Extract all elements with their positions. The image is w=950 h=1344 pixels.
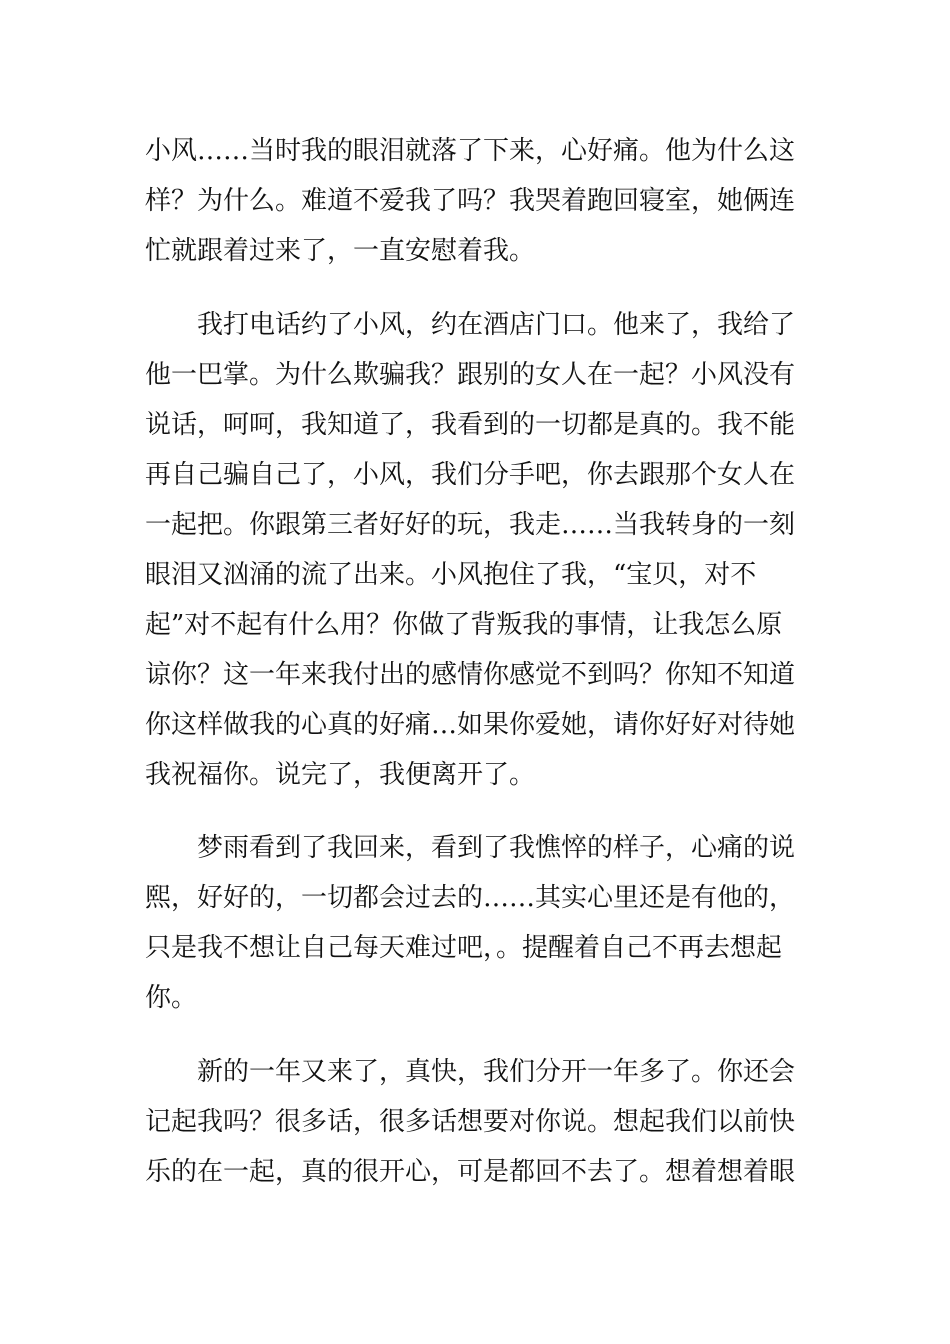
text-line: 谅你？这一年来我付出的感情你感觉不到吗？你知不知道 xyxy=(145,660,796,690)
text-line: 眼泪又汹涌的流了出来。小风抱住了我，“宝贝，对不 xyxy=(145,560,757,590)
text-line: 只是我不想让自己每天难过吧，。提醒着自己不再去想起 xyxy=(145,933,783,963)
text-line: 新的一年又来了，真快，我们分开一年多了。你还会 xyxy=(197,1057,796,1087)
text-line: 熙，好好的，一切都会过去的……其实心里还是有他的， xyxy=(145,883,796,913)
text-line: 我祝福你。说完了，我便离开了。 xyxy=(145,760,536,790)
text-line: 一起把。你跟第三者好好的玩，我走……当我转身的一刻 xyxy=(145,510,796,540)
text-line: 你这样做我的心真的好痛…如果你爱她，请你好好对待她 xyxy=(145,710,796,740)
text-line: 样？为什么。难道不爱我了吗？我哭着跑回寝室，她俩连 xyxy=(145,186,796,216)
text-line: 忙就跟着过来了，一直安慰着我。 xyxy=(145,236,536,266)
text-line: 起”对不起有什么用？你做了背叛我的事情，让我怎么原 xyxy=(145,610,783,640)
text-line: 你。 xyxy=(145,983,198,1013)
document-body xyxy=(145,0,815,1344)
text-line: 他一巴掌。为什么欺骗我？跟别的女人在一起？小风没有 xyxy=(145,360,796,390)
text-line: 小风……当时我的眼泪就落了下来，心好痛。他为什么这 xyxy=(145,136,796,166)
text-line: 我打电话约了小风，约在酒店门口。他来了，我给了 xyxy=(197,310,796,340)
text-line: 乐的在一起，真的很开心，可是都回不去了。想着想着眼 xyxy=(145,1157,796,1187)
text-line: 再自己骗自己了，小风，我们分手吧，你去跟那个女人在 xyxy=(145,460,796,490)
text-line: 梦雨看到了我回来，看到了我憔悴的样子，心痛的说 xyxy=(197,833,796,863)
text-line: 记起我吗？很多话，很多话想要对你说。想起我们以前快 xyxy=(145,1107,796,1137)
text-line: 说话，呵呵，我知道了，我看到的一切都是真的。我不能 xyxy=(145,410,796,440)
